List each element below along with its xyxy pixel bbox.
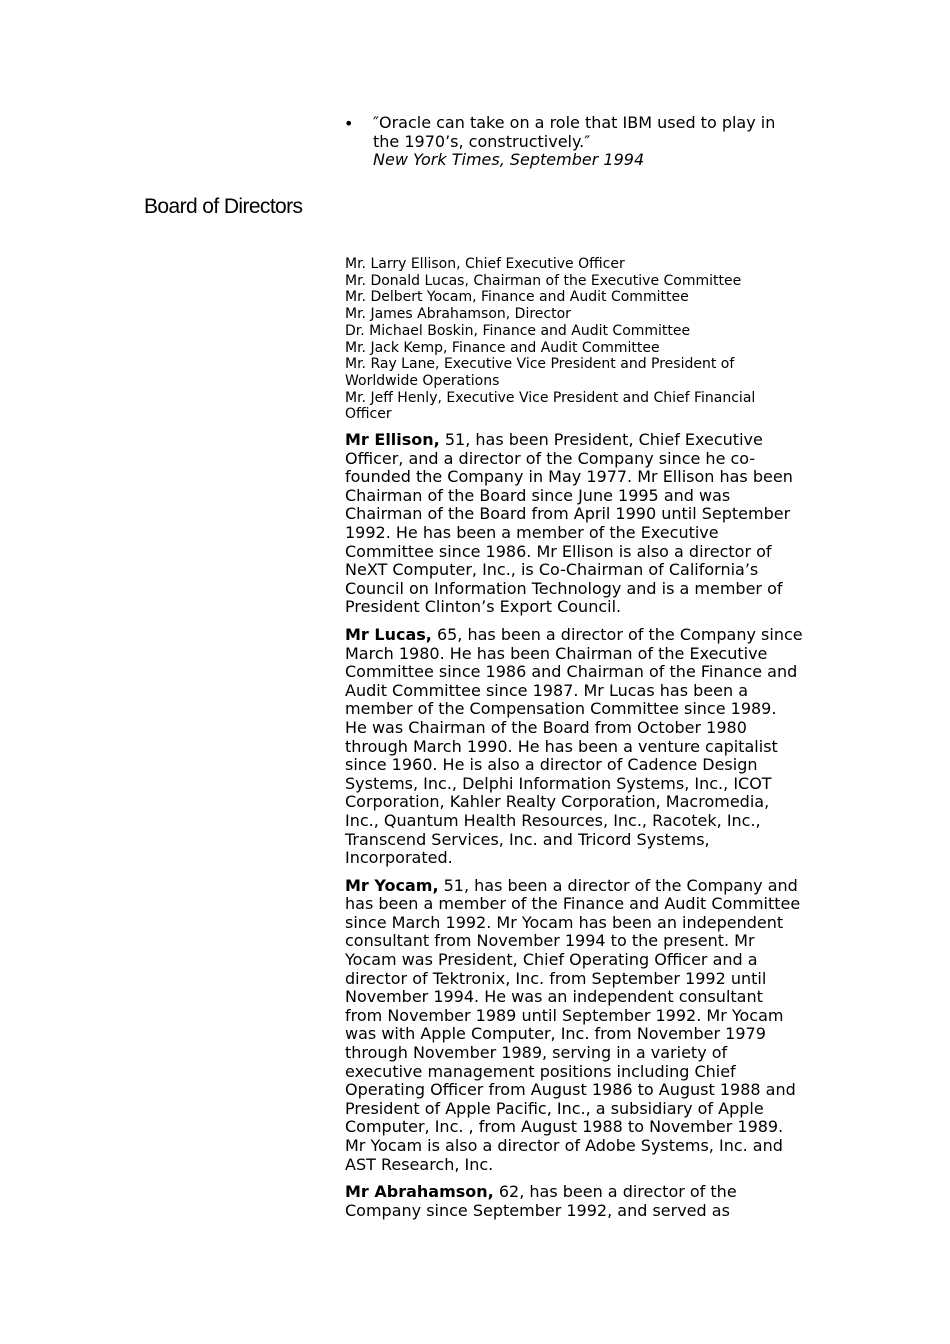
bio-name: Mr Yocam,	[345, 875, 439, 895]
quote-block	[344, 114, 804, 170]
director-list-item: Mr. Delbert Yocam, Finance and Audit Committee	[345, 289, 689, 306]
section-heading: Board of Directors	[144, 195, 303, 218]
quote-text: ″Oracle can take on a role that IBM used to play in the 1970’s, constructively.″	[373, 113, 776, 151]
bio-name: Mr Lucas,	[345, 624, 432, 644]
bio-text: 51, has been a director of the Company and has been a member of the Finance and Audit Committee since March 1992. Mr Yocam has been an independent consultant from November 1994 to the present. Mr Yocam was President, Chief Operating Officer and a director of Tektronix, Inc. from September 1992 until November 1994. He was an independent consultant from November 1989 until September 1992. Mr Yocam was with Apple Computer, Inc. from November 1979 through November 1989, serving in a variety of executive management positions including Chief Operating Officer from August 1986 to August 1988 and President of Apple Pacific, Inc., a subsidiary of Apple Computer, Inc. , from August 1988 to November 1989. Mr Yocam is also a director of Adobe Systems, Inc. and AST Research, Inc.	[345, 875, 801, 1174]
bio-name: Mr Ellison,	[345, 430, 440, 450]
director-list-item: Mr. James Abrahamson, Director	[345, 306, 571, 323]
bio-text: 62, has been a director of the Company since September 1992, and served as	[345, 1182, 737, 1220]
bio-paragraph-abrahamson	[345, 1183, 803, 1220]
bio-text: 65, has been a director of the Company since March 1980. He has been Chairman of the Executive Committee since 1986 and Chairman of the Finance and Audit Committee since 1987. Mr Lucas has been a member of the Compensation Committee since 1989. He was Chairman of the Board from October 1980 through March 1990. He has been a venture capitalist since 1960. He is also a director of Cadence Design Systems, Inc., Delphi Information Systems, Inc., ICOT Corporation, Kahler Realty Corporation, Macromedia, Inc., Quantum Health Resources, Inc., Racotek, Inc., Transcend Services, Inc. and Tricord Systems, Incorporated.	[345, 624, 803, 868]
quote-source: New York Times, September 1994	[373, 150, 645, 169]
bullet-icon: •	[344, 114, 354, 133]
director-list-item: Mr. Larry Ellison, Chief Executive Officer	[345, 256, 625, 272]
director-list	[345, 256, 803, 423]
director-list-item: Mr. Jack Kemp, Finance and Audit Committee	[345, 339, 660, 356]
director-list-item: Mr. Ray Lane, Executive Vice President and President of Worldwide Operations	[345, 356, 735, 389]
bio-text: 51, has been President, Chief Executive Officer, and a director of the Company since he co-founded the Company in May 1977. Mr Ellison has been Chairman of the Board since June 1995 and was Chairman of the Board from April 1990 until September 1992. He has been a member of the Executive Committee since 1986. Mr Ellison is also a director of NeXT Computer, Inc., is Co-Chairman of California’s Council on Information Technology and is a member of President Clinton’s Export Council.	[345, 430, 793, 617]
director-list-item: Dr. Michael Boskin, Finance and Audit Committee	[345, 322, 691, 339]
bio-name: Mr Abrahamson,	[345, 1182, 494, 1202]
director-list-item: Mr. Jeff Henly, Executive Vice President and Chief Financial Officer	[345, 389, 756, 423]
bio-paragraph-yocam	[345, 877, 803, 1175]
bio-paragraph-lucas	[345, 626, 803, 868]
director-list-item: Mr. Donald Lucas, Chairman of the Executive Committee	[345, 272, 742, 289]
main-content	[345, 256, 803, 1229]
bio-paragraph-ellison	[345, 431, 803, 617]
